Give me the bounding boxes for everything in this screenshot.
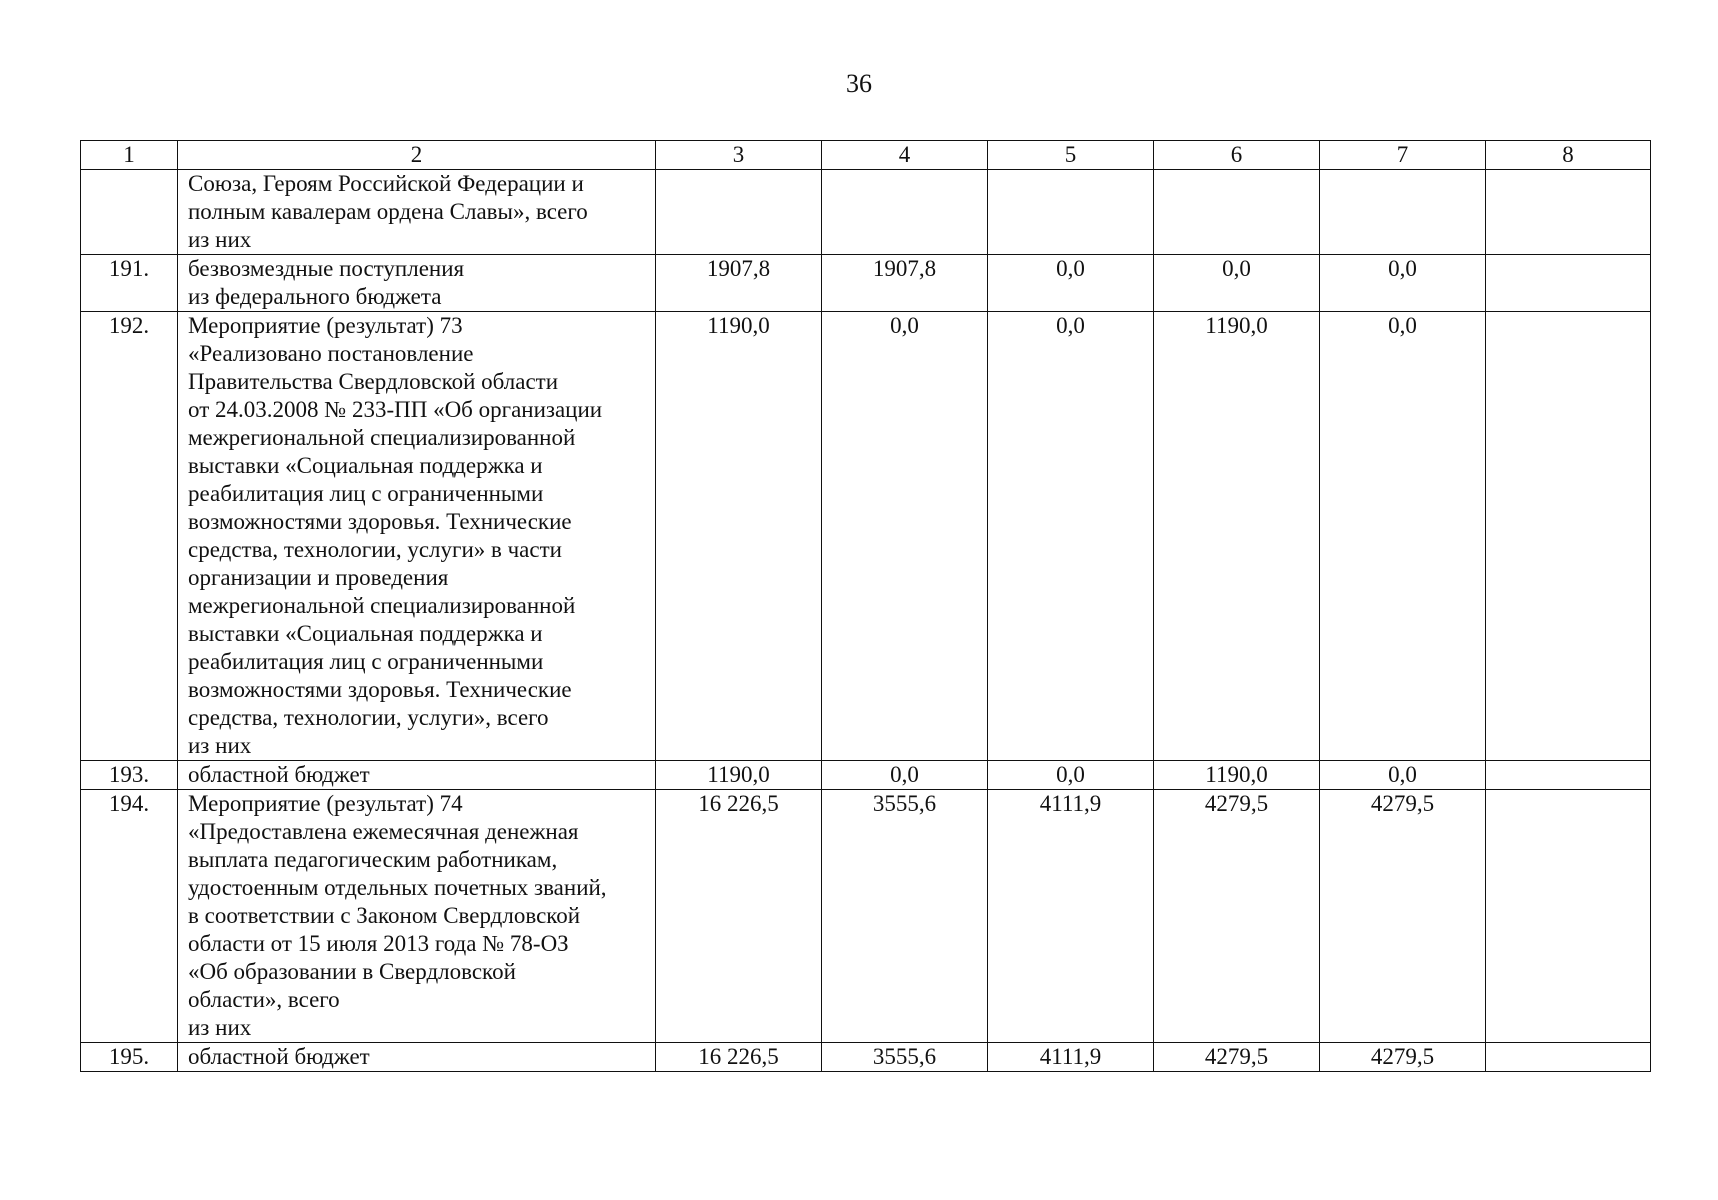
cell-col-5: 0,0 bbox=[988, 312, 1154, 761]
table-row bbox=[81, 790, 1651, 1043]
budget-table bbox=[80, 140, 1651, 1072]
row-description: областной бюджет bbox=[178, 1043, 656, 1072]
column-header-6: 6 bbox=[1154, 141, 1320, 170]
cell-col-6: 4279,5 bbox=[1154, 790, 1320, 1043]
table-row bbox=[81, 170, 1651, 255]
column-header-4: 4 bbox=[822, 141, 988, 170]
column-header-2: 2 bbox=[178, 141, 656, 170]
cell-col-8 bbox=[1486, 790, 1651, 1043]
cell-col-5: 0,0 bbox=[988, 255, 1154, 312]
cell-col-4: 0,0 bbox=[822, 761, 988, 790]
cell-col-6: 4279,5 bbox=[1154, 1043, 1320, 1072]
cell-col-4: 3555,6 bbox=[822, 790, 988, 1043]
row-description: Мероприятие (результат) 73 «Реализовано постановление Правительства Свердловской области от 24.03.2008 № 233-ПП «Об организации межрегиональной специализированной выставки «Социальная поддержка и реабилитация лиц с ограниченными возможностями здоровья. Технические средства, технологии, услуги» в части организации и проведения межрегиональной специализированной выставки «Социальная поддержка и реабилитация лиц с ограниченными возможностями здоровья. Технические средства, технологии, услуги», всего из них bbox=[178, 312, 656, 761]
column-header-3: 3 bbox=[656, 141, 822, 170]
cell-col-7: 0,0 bbox=[1320, 761, 1486, 790]
cell-col-8 bbox=[1486, 170, 1651, 255]
row-number bbox=[81, 170, 178, 255]
page-number: 36 bbox=[846, 69, 872, 98]
cell-col-8 bbox=[1486, 1043, 1651, 1072]
cell-col-5: 4111,9 bbox=[988, 790, 1154, 1043]
cell-col-7: 4279,5 bbox=[1320, 790, 1486, 1043]
cell-col-8 bbox=[1486, 312, 1651, 761]
cell-col-7: 4279,5 bbox=[1320, 1043, 1486, 1072]
row-number: 191. bbox=[81, 255, 178, 312]
cell-col-4: 1907,8 bbox=[822, 255, 988, 312]
table-row bbox=[81, 761, 1651, 790]
row-description: безвозмездные поступления из федерального бюджета bbox=[178, 255, 656, 312]
table-row bbox=[81, 312, 1651, 761]
cell-col-3: 1190,0 bbox=[656, 761, 822, 790]
row-number: 193. bbox=[81, 761, 178, 790]
cell-col-6: 1190,0 bbox=[1154, 312, 1320, 761]
table-row bbox=[81, 1043, 1651, 1072]
cell-col-7: 0,0 bbox=[1320, 312, 1486, 761]
cell-col-7: 0,0 bbox=[1320, 255, 1486, 312]
cell-col-4: 0,0 bbox=[822, 312, 988, 761]
cell-col-5: 4111,9 bbox=[988, 1043, 1154, 1072]
cell-col-3: 1190,0 bbox=[656, 312, 822, 761]
cell-col-7 bbox=[1320, 170, 1486, 255]
column-header-5: 5 bbox=[988, 141, 1154, 170]
column-header-8: 8 bbox=[1486, 141, 1651, 170]
cell-col-4 bbox=[822, 170, 988, 255]
table-row bbox=[81, 255, 1651, 312]
cell-col-4: 3555,6 bbox=[822, 1043, 988, 1072]
cell-col-8 bbox=[1486, 761, 1651, 790]
cell-col-5: 0,0 bbox=[988, 761, 1154, 790]
cell-col-8 bbox=[1486, 255, 1651, 312]
cell-col-6: 1190,0 bbox=[1154, 761, 1320, 790]
column-header-1: 1 bbox=[81, 141, 178, 170]
row-description: Мероприятие (результат) 74 «Предоставлена ежемесячная денежная выплата педагогическим работникам, удостоенным отдельных почетных званий, в соответствии с Законом Свердловской области от 15 июля 2013 года № 78-ОЗ «Об образовании в Свердловской области», всего из них bbox=[178, 790, 656, 1043]
cell-col-3 bbox=[656, 170, 822, 255]
row-description: Союза, Героям Российской Федерации и полным кавалерам ордена Славы», всего из них bbox=[178, 170, 656, 255]
cell-col-3: 16 226,5 bbox=[656, 790, 822, 1043]
row-number: 195. bbox=[81, 1043, 178, 1072]
row-description: областной бюджет bbox=[178, 761, 656, 790]
cell-col-6 bbox=[1154, 170, 1320, 255]
cell-col-3: 16 226,5 bbox=[656, 1043, 822, 1072]
row-number: 194. bbox=[81, 790, 178, 1043]
cell-col-3: 1907,8 bbox=[656, 255, 822, 312]
row-number: 192. bbox=[81, 312, 178, 761]
column-header-7: 7 bbox=[1320, 141, 1486, 170]
cell-col-6: 0,0 bbox=[1154, 255, 1320, 312]
cell-col-5 bbox=[988, 170, 1154, 255]
header-row bbox=[81, 141, 1651, 170]
